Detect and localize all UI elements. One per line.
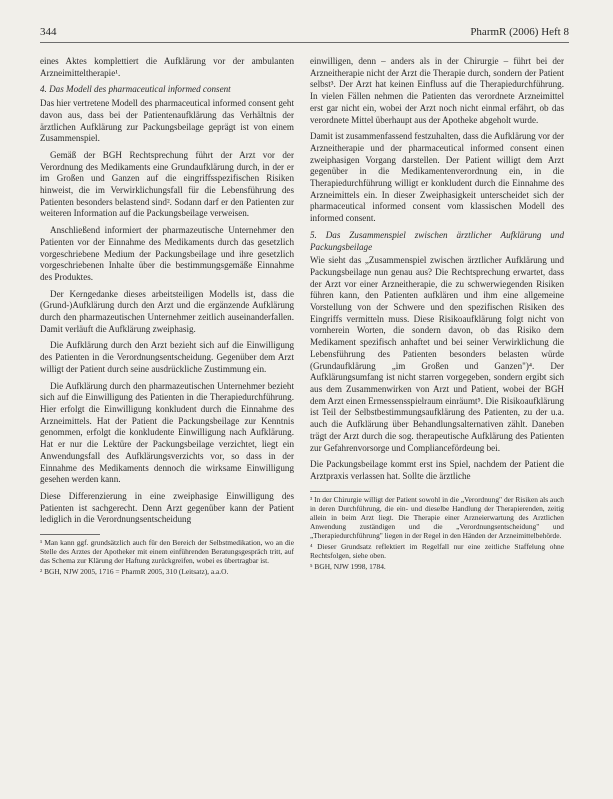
paragraph: Die Aufklärung durch den pharmazeutischen Unternehmer bezieht sich auf die Einwilligung des Patienten in die Therapiedurchführung. Hier erfolgt die Einwilligung konkludent durch die Einnahme des Arzneimittels. Hat der Patient die Packungsbeilage zur Kenntnis genommen, erfolgt die konkludente Einwilligung nach Aufklärung. Hat er nur die Lektüre der Packungsbeilage verzichtet, liegt ein Anwendungsfall des Aufklärungsverzichts vor, so dass in der Einnahme des Medikaments dennoch die wirksame Einwilligung gesehen werden kann. (40, 380, 294, 485)
footnote-divider (40, 534, 100, 535)
footnote-divider (310, 491, 370, 492)
right-column (310, 56, 564, 573)
section-heading: 5. Das Zusammenspiel zwischen ärztlicher Aufklärung und Packungsbeilage (310, 229, 564, 252)
left-column (40, 56, 294, 578)
footnote: ² BGH, NJW 2005, 1716 = PharmR 2005, 310 (Leitsatz), a.a.O. (40, 567, 229, 577)
paragraph: eines Aktes komplettiert die Aufklärung vor der ambulanten Arzneimitteltherapie¹. (40, 56, 294, 78)
paragraph: Anschließend informiert der pharmazeutische Unternehmer den Patienten vor der Einnahme des Medikaments durch das gesetzlich vorgeschriebene Medium der Packungsbeilage und ihre gesetzlich vorgeschriebenen Inhalte über die bestimmungsgemäße Einnahme des Produktes. (40, 225, 294, 282)
paragraph: Das hier vertretene Modell des pharmaceutical informed consent geht davon aus, dass bei der Patientenaufklärung das Verhältnis der ärztlichen Aufklärung zur Packungsbeilage geprägt ist von einem Zusammenspiel. (40, 98, 294, 144)
footnote: ¹ Man kann ggf. grundsätzlich auch für den Bereich der Selbstmedikation, wo an die Stelle des Arztes der Apotheker mit einem einführenden Beratungsgespräch tritt, auf das Schema zur Klärung der Haftung zurückgreifen, wobei es übertragbar ist. (40, 538, 294, 566)
paragraph: Wie sieht das „Zusammenspiel zwischen ärztlicher Aufklärung und Packungsbeilage nun genau aus? Die Rechtsprechung erwartet, dass der Arzt vor einer Arzneitherapie, die zu schwerwiegenden Risiken führen kann, den Patienten aufklären und ihm eine allgemeine Vorstellung von der Schwere und den spezifischen Risiken des Eingriffs vermitteln muss. Diese Risikoaufklärung folgt nicht von vornherein Worten, die sondern davon, ob das Risiko dem Medikament spezifisch anhaftet und bei seiner Verwirklichung die Lebensführung des Patienten besonders belasten würde (Grundaufklärung „im Großen und Ganzen")⁴. Der Aufklärungsumfang ist nicht starren vorgegeben, sondern ergibt sich aus dem Zusammenwirken von Arzt und Patient, wobei der BGH dem Arzt einen Ermessensspielraum einräumt⁵. Die Risikoaufklärung ist Teil der Selbstbestimmungsaufklärung des Patienten, zu der u.a. auch die Aufklärung über Behandlungsalternativen zählt. Daneben trägt der Arzt durch die sog. therapeutische Aufklärung des Patienten zur Gefahrenvorsorge und Compliancefördeung bei. (310, 255, 564, 453)
journal-issue: PharmR (2006) Heft 8 (470, 26, 569, 38)
paragraph: einwilligen, denn – anders als in der Chirurgie – führt bei der Arzneitherapie nicht der Arzt die Therapie durch, sondern der Patient selbst³. Der Arzt hat keinen Einfluss auf die Therapiedurchführung. In vielen Fällen nehmen die Patienten das verordnete Arzneimittel erst gar nicht ein, wobei der Arzt noch nicht einmal erfährt, ob das verordnete Mittel überhaupt aus der Apotheke abgeholt wurde. (310, 56, 564, 125)
paragraph: Diese Differenzierung in eine zweiphasige Einwilligung des Patienten ist sachgerecht. Denn Arzt gegenüber kann der Patient lediglich in die Verordnungsentscheidung (40, 490, 294, 525)
section-heading: 4. Das Modell des pharmaceutical informed consent (40, 84, 231, 95)
page-number: 344 (40, 26, 57, 38)
paragraph: Gemäß der BGH Rechtsprechung führt der Arzt vor der Verordnung des Medikaments eine Grundaufklärung durch, in der er im Großen und Ganzen auf die eingriffsspezifischen Risiken hinweist, die im Verwirklichungsfall für die Lebensführung des Patienten besonders belastend sind². Sodann darf er den Patienten zur weiteren Information auf die Packungsbeilage verweisen. (40, 149, 294, 219)
footnote: ³ In der Chirurgie willigt der Patient sowohl in die „Verordnung" der Risiken als auch in deren Durchführung, die ein- und dieselbe Handlung der Therapierenden, zeitig allein in beim Arzt liegt. Die Therapie einer Arzneierwartung des Arztlichen Anwendung zuständigen und die „Verordnungsentscheidung" und „Therapiedurchführung" liegen in der Regel in den Händen der Arzneimittelbehörde. (310, 494, 564, 540)
paragraph: Die Aufklärung durch den Arzt bezieht sich auf die Einwilligung des Patienten in die Verordnungsentscheidung. Gegenüber dem Arzt willigt der Patient durch seine ausdrückliche Zustimmung ein. (40, 340, 294, 374)
paragraph: Die Packungsbeilage kommt erst ins Spiel, nachdem der Patient die Arztpraxis verlassen hat. Sollte die ärztliche (310, 459, 564, 481)
paragraph: Der Kerngedanke dieses arbeitsteiligen Modells ist, dass die (Grund-)Aufklärung durch den Arzt und die ergänzende Aufklärung durch den pharmazeutischen Unternehmer zeitlich auseinanderfallen. Damit verläuft die Aufklärung zweiphasig. (40, 288, 294, 334)
paragraph: Damit ist zusammenfassend festzuhalten, dass die Aufklärung vor der Arzneitherapie und der pharmaceutical informed consent einen zweiphasigen Vorgang darstellen. Der Patient willigt dem Arzt gegenüber in die Medikamentenverordnung ein, in die Therapiedurchführung willigt er konkludent durch die Einnahme des Arzneimittels ein. In dieser Zweiphasigkeit unterscheidet sich der pharmaceutical informed consent vom klassischen Modell des informed consent. (310, 131, 564, 224)
running-header (40, 26, 569, 43)
footnote: ⁴ Dieser Grundsatz reflektiert im Regelfall nur eine zeitliche Staffelung ohne Rechtsfolgen, siehe oben. (310, 541, 564, 560)
footnote: ⁵ BGH, NJW 1998, 1784. (310, 561, 386, 571)
